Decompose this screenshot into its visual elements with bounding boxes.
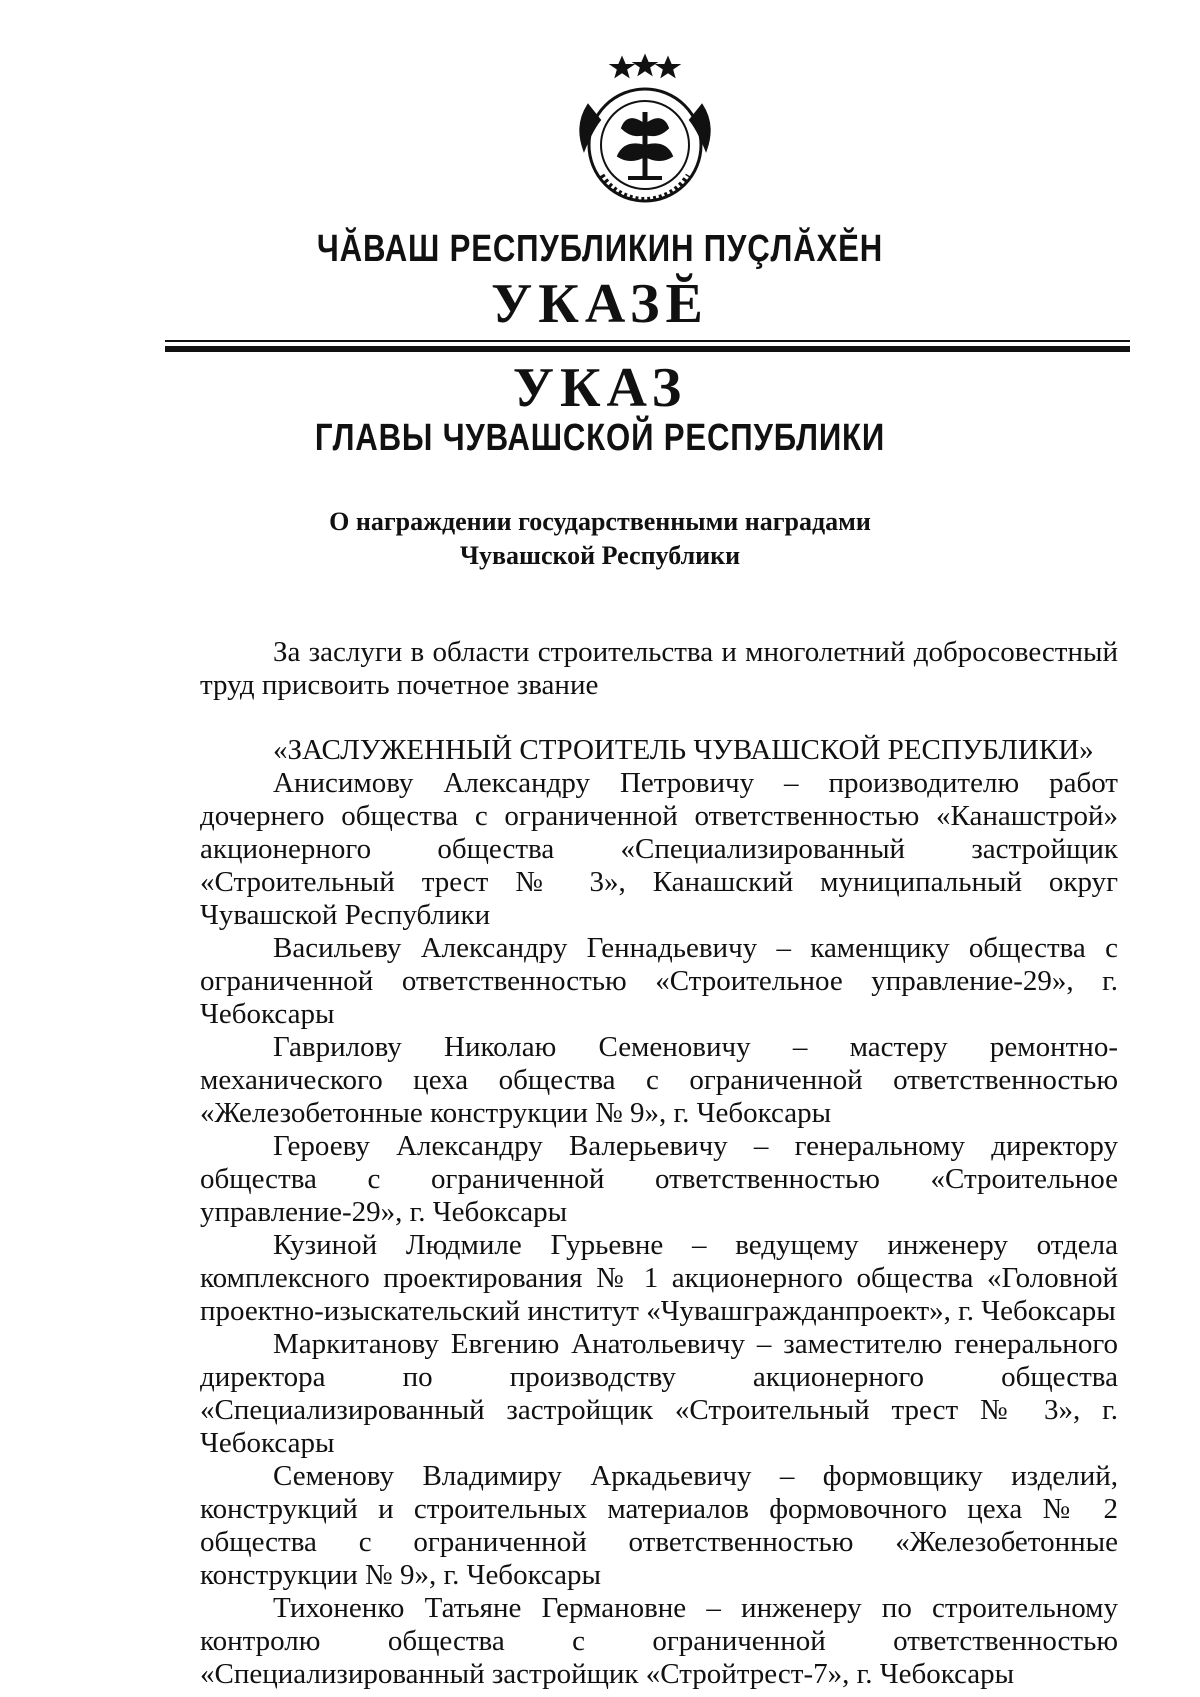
divider-thick	[165, 346, 1130, 352]
star-icon	[612, 58, 632, 76]
star-icon	[658, 58, 678, 76]
award-title: «ЗАСЛУЖЕННЫЙ СТРОИТЕЛЬ ЧУВАШСКОЙ РЕСПУБЛИКИ»	[273, 734, 1094, 766]
intro-paragraph: За заслуги в области строительства и многолетний добросовестный труд присвоить почетное звание	[200, 636, 1118, 701]
subject-line2: Чувашской Республики	[459, 541, 741, 570]
recipient-paragraph: Васильеву Александру Геннадьевичу – каменщику общества с ограниченной ответственностью «Строительное управление-29», г. Чебоксары	[200, 932, 1118, 1030]
subject-line1: О награждении государственными наградами	[329, 507, 871, 536]
recipient-paragraph: Героеву Александру Валерьевичу – генеральному директору общества с ограниченной ответственностью «Строительное управление-29», г. Чебоксары	[200, 1130, 1118, 1228]
russian-header-line2: ГЛАВЫ ЧУВАШСКОЙ РЕСПУБЛИКИ	[314, 417, 886, 459]
recipient-paragraph: Кузиной Людмиле Гурьевне – ведущему инженеру отдела комплексного проектирования № 1 акционерного общества «Головной проектно-изыскательский институт «Чувашгражданпроект», г. Чебоксары	[200, 1229, 1118, 1327]
coat-of-arms-icon	[570, 50, 720, 210]
chuvash-header-line1: ЧĂВАШ РЕСПУБЛИКИН ПУÇЛĂХĔН	[316, 228, 884, 270]
decree-body	[200, 636, 1118, 1691]
recipient-paragraph: Гаврилову Николаю Семеновичу – мастеру ремонтно-механического цеха общества с ограниченной ответственностью «Железобетонные конструкции № 9», г. Чебоксары	[200, 1031, 1118, 1129]
divider-thin	[165, 340, 1130, 342]
recipient-paragraph: Маркитанову Евгению Анатольевичу – заместителю генерального директора по производству акционерного общества «Специализированный застройщик «Строительный трест № 3», г. Чебоксары	[200, 1328, 1118, 1459]
chuvash-header-line2: УКАЗĔ	[491, 273, 709, 335]
star-icon	[635, 56, 655, 74]
russian-header-line1: УКАЗ	[512, 357, 688, 419]
recipient-paragraph: Анисимову Александру Петровичу – производителю работ дочернего общества с ограниченной ответственностью «Канашстрой» акционерного общества «Специализированный застройщик «Строительный трест № 3», Канашский муниципальный округ Чувашской Республики	[200, 767, 1118, 931]
decree-subject	[0, 505, 1200, 573]
recipient-paragraph: Семенову Владимиру Аркадьевичу – формовщику изделий, конструкций и строительных материалов формовочного цеха № 2 общества с ограниченной ответственностью «Железобетонные конструкции № 9», г. Чебоксары	[200, 1460, 1118, 1591]
recipient-paragraph: Тихоненко Татьяне Германовне – инженеру по строительному контролю общества с ограниченной ответственностью «Специализированный застройщик «Стройтрест-7», г. Чебоксары	[200, 1592, 1118, 1690]
